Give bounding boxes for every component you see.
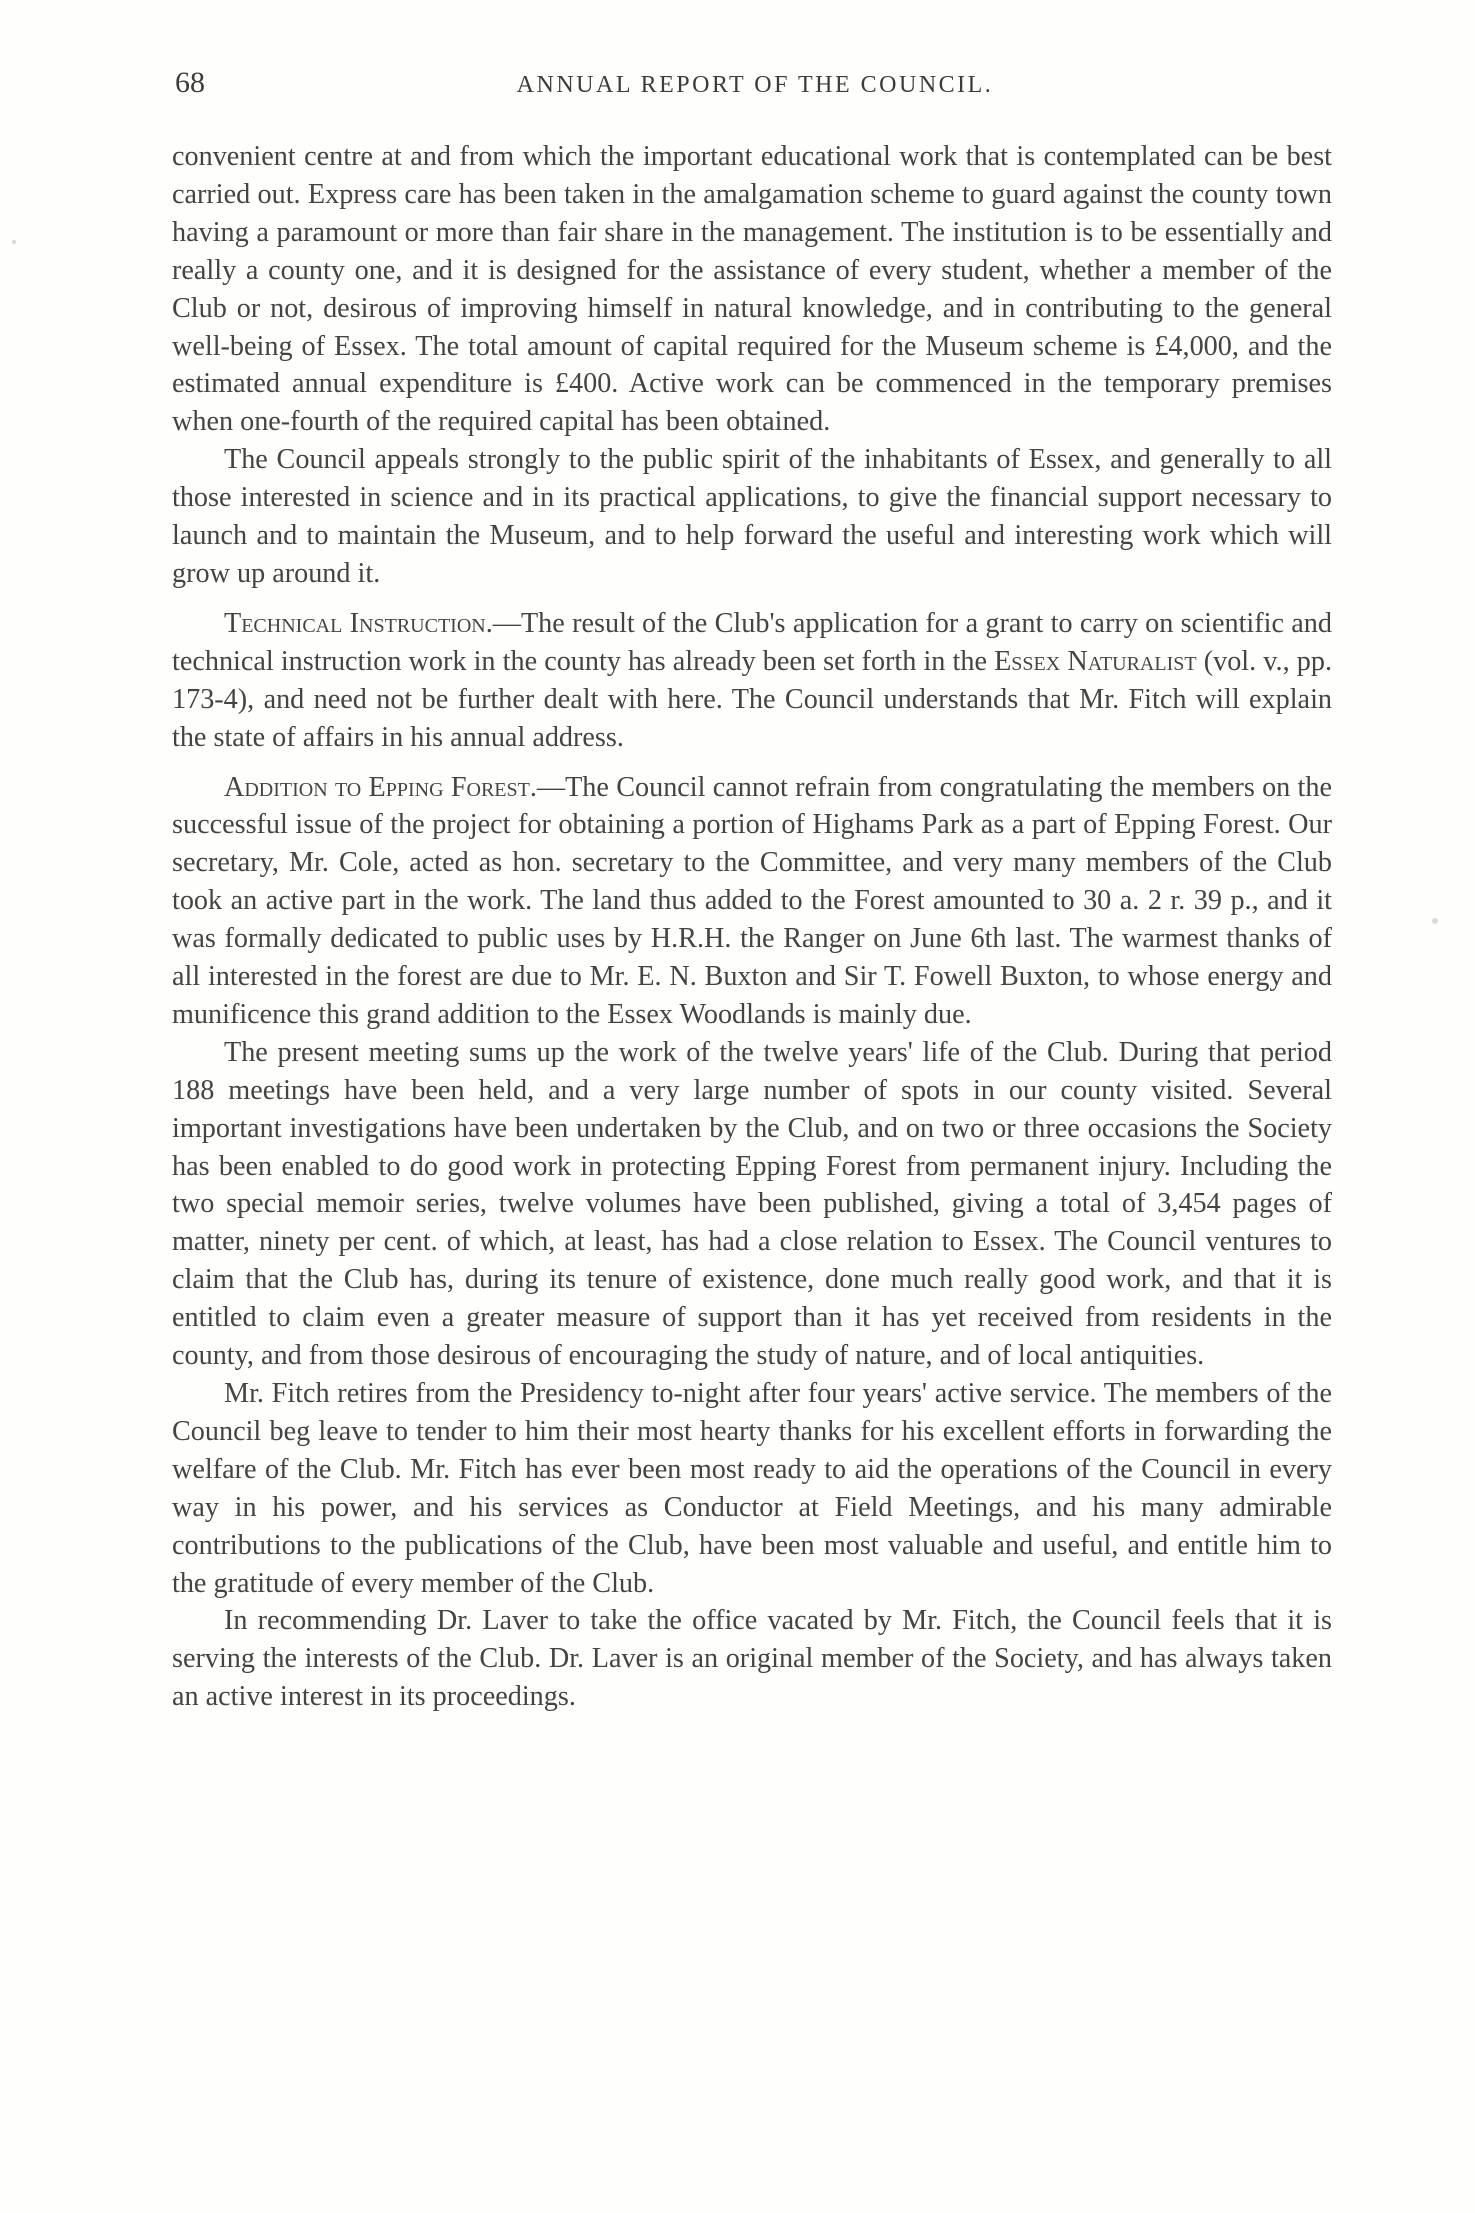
paragraph-council-appeal: The Council appeals strongly to the public spirit of the inhabitants of Essex, and generally to all those interested in science and in its practical applications, to give the financial support necessary to launch and to maintain the Museum, and to help forward the useful and interesting work which will grow up around it. [172,444,1332,589]
section-heading-technical-instruction: Technical Instruction. [224,607,493,639]
epping-forest-text: —The Council cannot refrain from congratulating the members on the successful issue of the project for obtaining a portion of Highams Park as a part of Epping Forest. Our secretary, Mr. Cole, acted as hon. secretary to the Committee, and very many members of the Club took an active part in the work. The land thus added to the Forest amounted to 30 a. 2 r. 39 p., and it was formally dedicated to public uses by H.R.H. the Ranger on June 6th last. The warmest thanks of all interested in the forest are due to Mr. E. N. Buxton and Sir T. Fowell Buxton, to whose energy and munificence this grand addition to the Essex Woodlands is mainly due. [172,771,1332,1030]
paper-speck [1432,918,1438,924]
paragraph-technical-instruction [172,605,1332,757]
page-number: 68 [175,66,205,99]
paragraph-twelve-years: The present meeting sums up the work of the twelve years' life of the Club. During that period 188 meetings have been held, and a very large number of spots in our county visited. Several important investigations have been undertaken by the Club, and on two or three occasions the Society has been enabled to do good work in protecting Epping Forest from permanent injury. Including the two special memoir series, twelve volumes have been published, giving a total of 3,454 pages of matter, ninety per cent. of which, at least, has had a close relation to Essex. The Council ventures to claim that the Club has, during its tenure of existence, done much really good work, and that it is entitled to claim even a greater measure of support than it has yet received from residents in the county, and from those desirous of encouraging the study of nature, and of local antiquities. [172,1036,1332,1372]
running-head: ANNUAL REPORT OF THE COUNCIL. [516,72,994,98]
paragraph-museum-scheme: convenient centre at and from which the important educational work that is contemplated can be best carried out. Express care has been taken in the amalgamation scheme to guard against the county town having a paramount or more than fair share in the management. The institution is to be essentially and really a county one, and it is designed for the assistance of every student, whether a member of the Club or not, desirous of improving himself in natural knowledge, and in contributing to the general well-being of Essex. The total amount of capital required for the Museum scheme is £4,000, and the estimated annual expenditure is £400. Active work can be commenced in the temporary premises when one-fourth of the required capital has been obtained. [172,141,1332,438]
technical-instruction-text-after: (vol. v., pp. 173-4), and need not be further dealt with here. The Council understands that Mr. Fitch will explain the state of affairs in his annual address. [172,645,1333,753]
paragraph-fitch-retires: Mr. Fitch retires from the Presidency to-night after four years' active service. The members of the Council beg leave to tender to him their most hearty thanks for his excellent efforts in forwarding the welfare of the Club. Mr. Fitch has ever been most ready to aid the operations of the Council in every way in his power, and his services as Conductor at Field Meetings, and his many admirable contributions to the publications of the Club, have been most valuable and useful, and entitle him to the gratitude of every member of the Club. [172,1378,1332,1599]
page-header [175,66,1335,106]
paragraph-laver-recommendation: In recommending Dr. Laver to take the office vacated by Mr. Fitch, the Council feels that it is serving the interests of the Club. Dr. Laver is an original member of the Society, and has always taken an active interest in its proceedings. [172,1605,1332,1713]
journal-title: Essex Naturalist [994,645,1197,677]
paragraph-epping-forest [172,769,1332,1034]
body-text [172,138,1332,1716]
technical-instruction-text-before: —The result of the Club's application for a grant to carry on scientific and technical instruction work in the county has already been set forth in the [172,607,1332,677]
section-heading-epping-forest: Addition to Epping Forest. [224,771,537,803]
paper-speck [12,240,16,244]
